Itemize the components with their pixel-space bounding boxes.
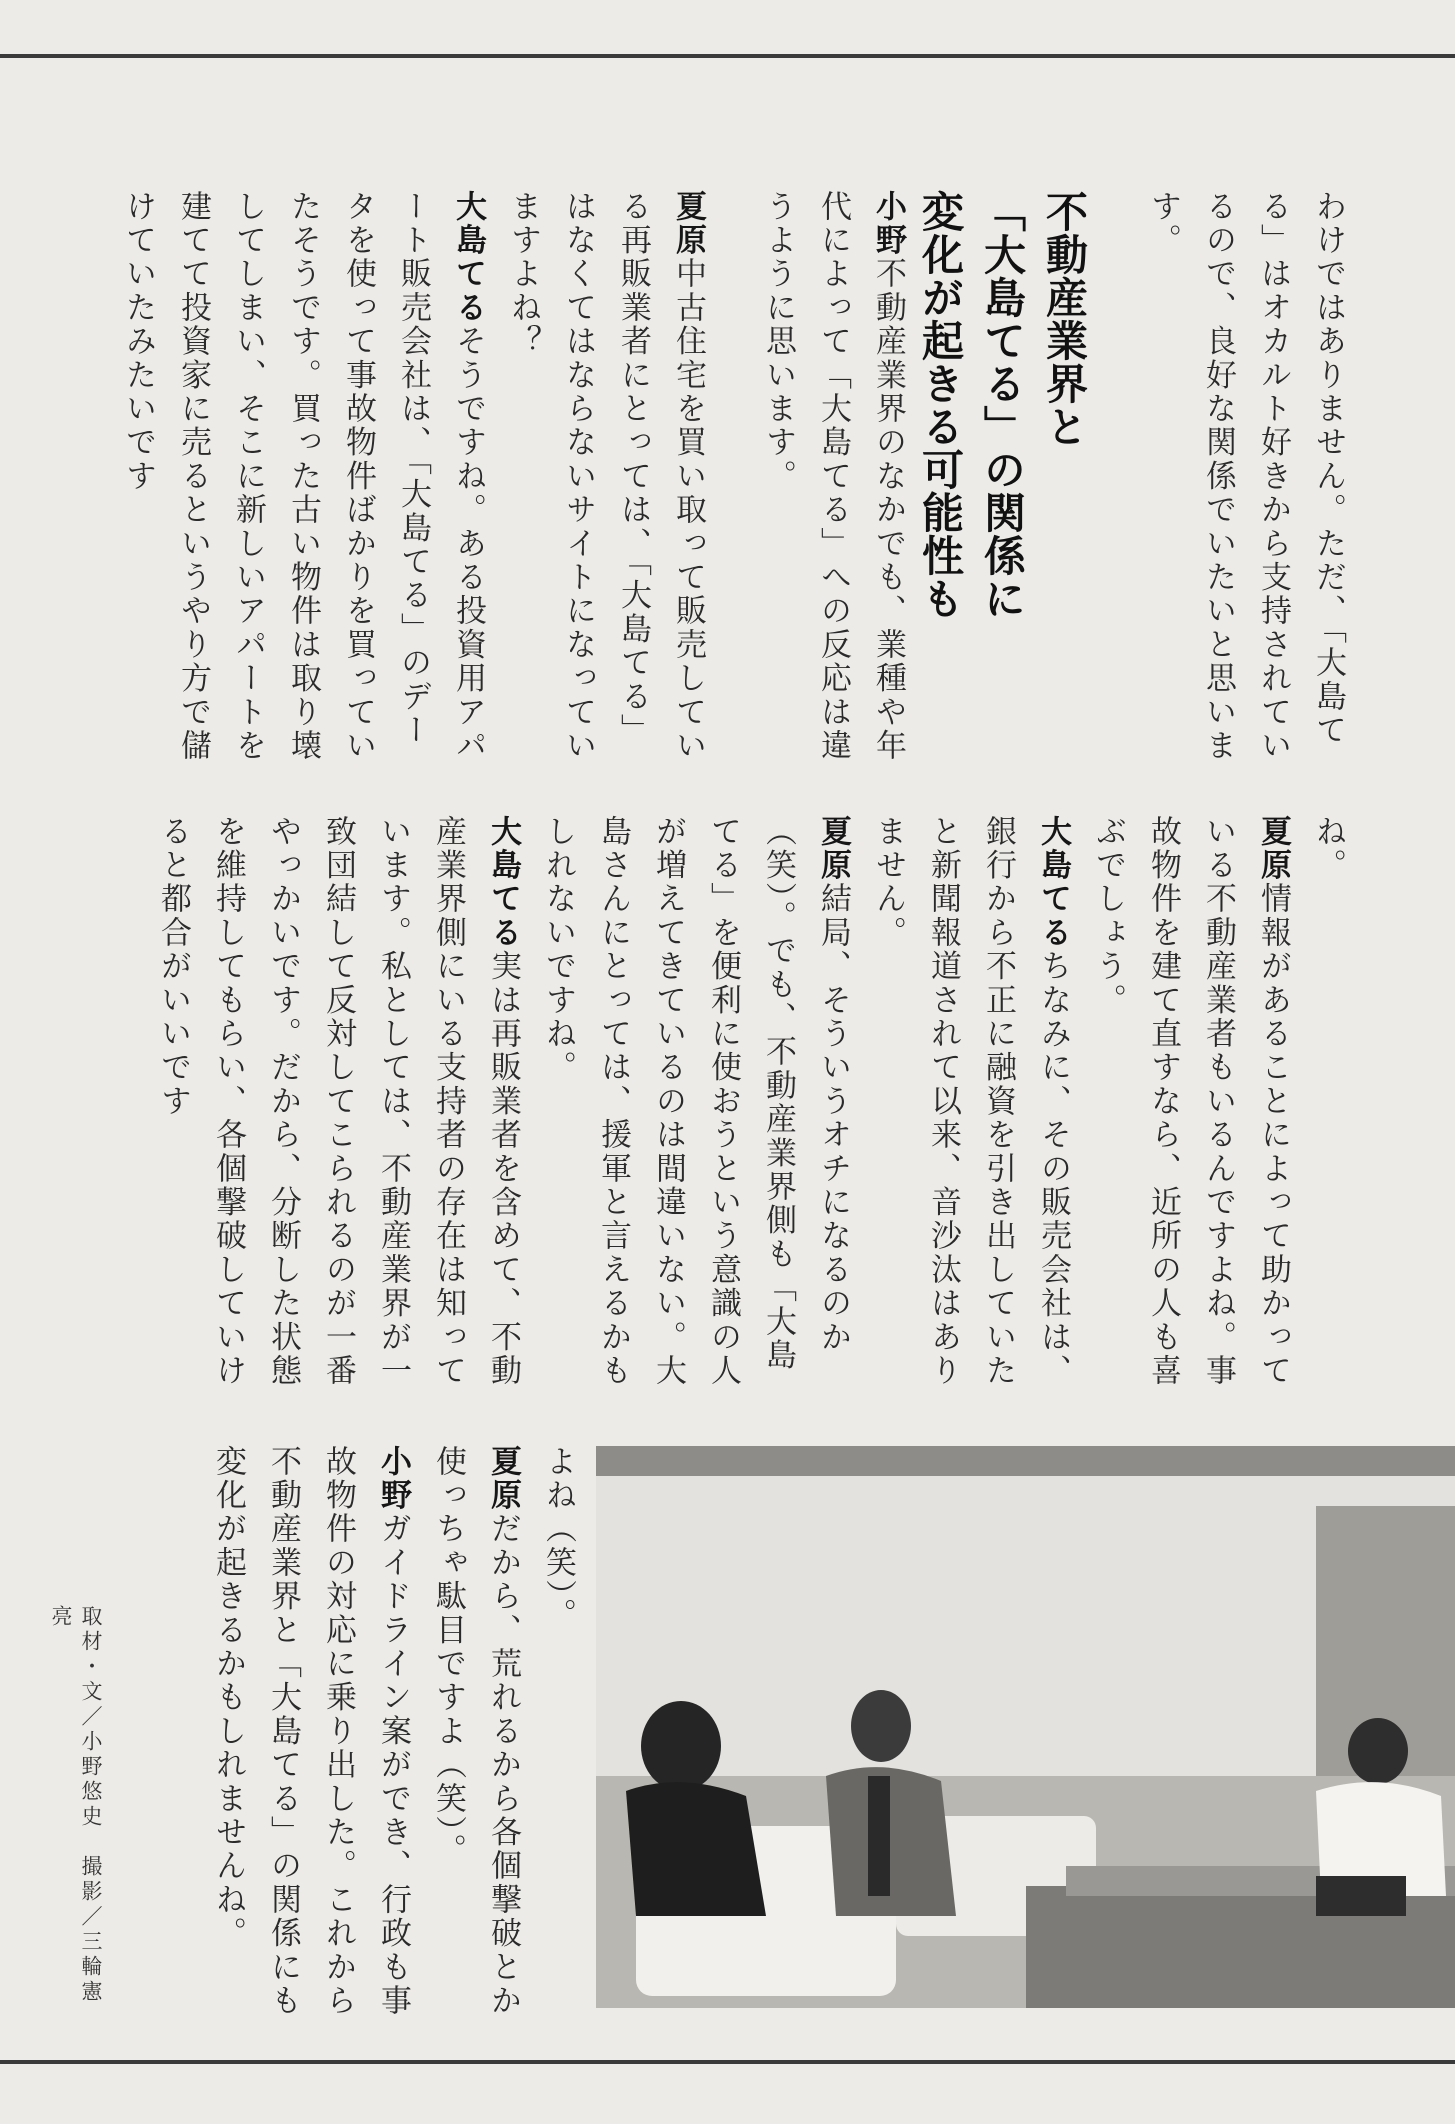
text-column-upper-ono xyxy=(715,190,915,780)
speaker-name: 大島てる xyxy=(485,815,521,950)
bottom-rule xyxy=(0,2060,1455,2064)
top-rule xyxy=(0,54,1455,58)
interview-photo-illustration xyxy=(596,1446,1455,2008)
dialogue-text: だから、荒れるから各個撃破とか使っちゃ駄目ですよ（笑）。 xyxy=(430,1445,521,2018)
dialogue-text: ガイドライン案ができ、行政も事故物件の対応に乗り出した。これから不動産業界と「大島てる」の関係にも変化が起きるかもしれませんね。 xyxy=(210,1445,411,2018)
dialogue-text: 中古住宅を買い取って販売している再販業者にとっては、「大島てる」はなくてはならないサイトになっていますよね？ xyxy=(505,190,706,763)
credit-line: 取材・文／小野悠史 撮影／三輪憲亮 xyxy=(49,1605,103,2005)
dialogue-text: 情報があることによって助かっている不動産業者もいるんですよね。事故物件を建て直すなら、近所の人も喜ぶでしょう。 xyxy=(1090,815,1291,1388)
speaker-name: 夏原 xyxy=(1255,815,1291,883)
speaker-name: 夏原 xyxy=(670,190,706,258)
dialogue-text: そうですね。ある投資用アパート販売会社は、「大島てる」のデータを使って事故物件ばかりを買っていたそうです。買った古い物件は取り壊してしまい、そこに新しいアパートを建てて投資家に売るというやり方で儲けていたみたいです xyxy=(120,190,486,763)
headline-line-2: 「大島てる」の関係に xyxy=(978,190,1027,620)
dialogue-text: 実は再販業者を含めて、不動産業界側にいる支持者の存在は知っています。私としては、不動産業界が一致団結して反対してこられるのが一番やっかいです。だから、分断した状態を維持してもらい、各個撃破していけると都合がいいです xyxy=(155,815,521,1388)
text-column-upper-right xyxy=(1135,190,1355,780)
headline-line-3: 変化が起きる可能性も xyxy=(916,190,965,620)
speaker-name: 大島てる xyxy=(1035,815,1071,950)
section-headline xyxy=(916,190,1095,660)
speaker-name: 小野 xyxy=(870,190,906,258)
dialogue-text: ちなみに、その販売会社は、銀行から不正に融資を引き出していたと新聞報道されて以来、音沙汰はありません。 xyxy=(870,815,1071,1388)
dialogue-text: ね。 xyxy=(1310,815,1346,883)
dialogue-text: 結局、そういうオチになるのか（笑）。でも、不動産業界側も「大島てる」を便利に使おうという意識の人が増えてきているのは間違いない。大島さんにとっては、援軍と言えるかもしれないですね。 xyxy=(540,815,851,1388)
speaker-name: 大島てる xyxy=(450,190,486,325)
dialogue-text: 不動産業界のなかでも、業種や年代によって「大島てる」への反応は違うように思います。 xyxy=(760,190,906,763)
dialogue-text: よね（笑）。 xyxy=(540,1445,576,1632)
text-column-upper-left xyxy=(120,190,715,780)
speaker-name: 夏原 xyxy=(815,815,851,883)
dialogue-text: わけではありません。ただ、「大島てる」はオカルト好きから支持されているので、良好な関係でいたいと思います。 xyxy=(1145,190,1346,763)
speaker-name: 夏原 xyxy=(485,1445,521,1513)
speaker-name: 小野 xyxy=(375,1445,411,1513)
interview-photo xyxy=(596,1446,1455,2008)
headline-line-1: 不動産業界と xyxy=(1040,190,1089,448)
text-column-lower xyxy=(130,815,1355,1405)
text-column-bottom-left xyxy=(130,1445,585,2045)
